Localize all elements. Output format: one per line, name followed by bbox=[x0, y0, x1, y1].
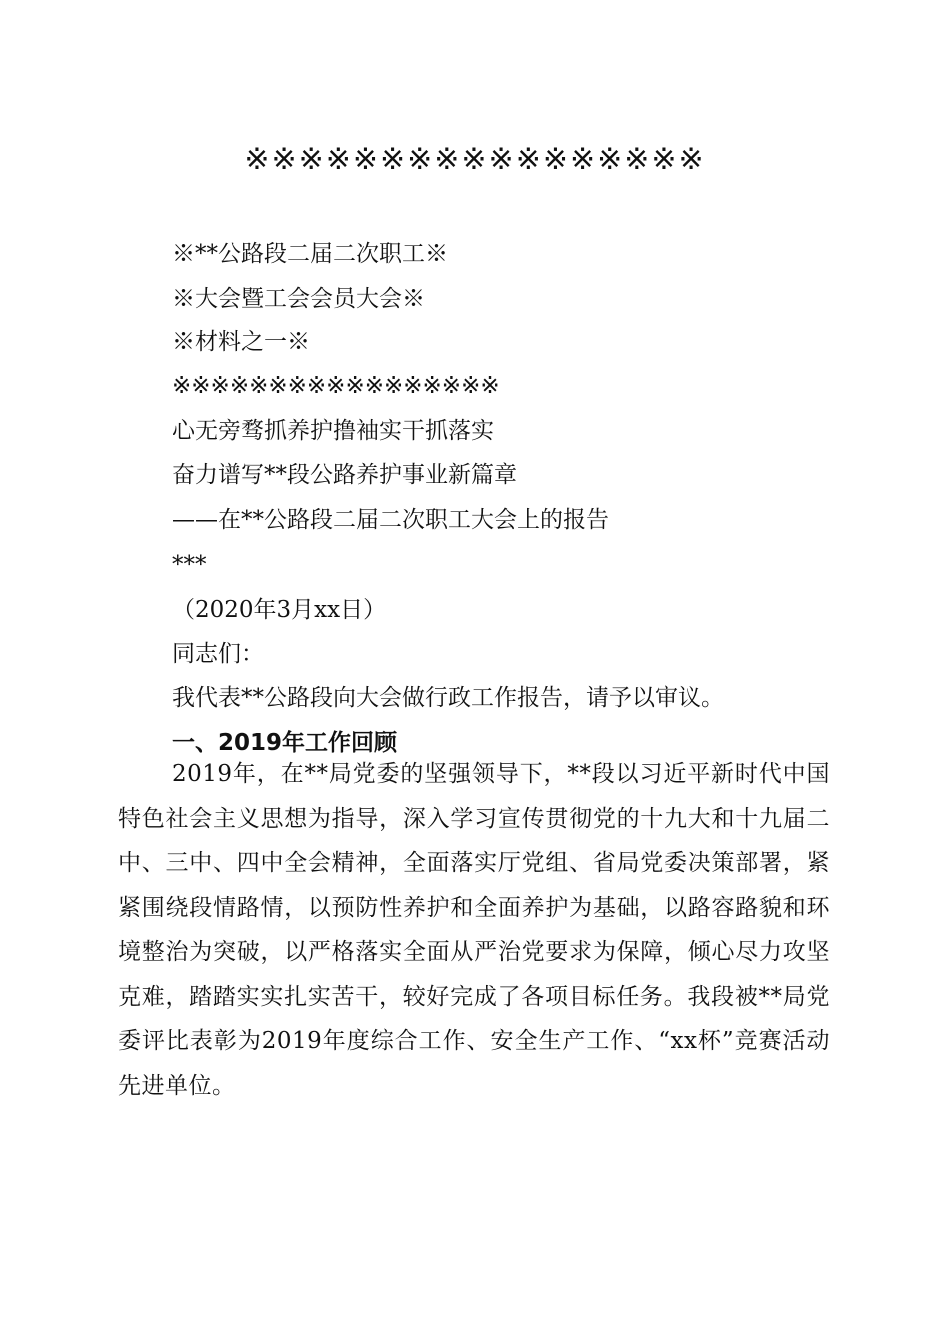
author-placeholder: *** bbox=[172, 552, 207, 578]
header-line: ※大会暨工会会员大会※ bbox=[172, 286, 425, 312]
header-line: ※材料之一※ bbox=[172, 329, 310, 355]
header-line: ※**公路段二届二次职工※ bbox=[172, 241, 448, 267]
intro-sentence: 我代表**公路段向大会做行政工作报告，请予以审议。 bbox=[172, 685, 724, 711]
salutation: 同志们： bbox=[172, 641, 264, 667]
report-date: （2020年3月xx日） bbox=[172, 597, 387, 623]
section-heading: 一、2019年工作回顾 bbox=[172, 730, 398, 756]
body-paragraph: 2019年，在**局党委的坚强领导下，**段以习近平新时代中国特色社会主义思想为指导，深入学习宣传贯彻党的十九大和十九届二中、三中、四中全会精神，全面落实厅党组、省局党委决策部署，紧紧围绕段情路情，以预防性养护和全面养护为基础，以路容路貌和环境整治为突破，以严格落实全面从严治党要求为保障，倾心尽力攻坚克难，踏踏实实扎实苦干，较好完成了各项目标任务。我段被**局党委评比表彰为2019年度综合工作、安全生产工作、“xx杯”竞赛活动先进单位。 bbox=[118, 761, 830, 1099]
report-subtitle: ——在**公路段二届二次职工大会上的报告 bbox=[172, 507, 609, 533]
header-divider-line: ※※※※※※※※※※※※※※※※※ bbox=[172, 373, 500, 399]
report-title-line-2: 奋力谱写**段公路养护事业新篇章 bbox=[172, 462, 517, 488]
decorative-banner: ※※※※※※※※※※※※※※※※※ bbox=[244, 142, 706, 177]
report-title-line-1: 心无旁骛抓养护撸袖实干抓落实 bbox=[172, 418, 494, 444]
